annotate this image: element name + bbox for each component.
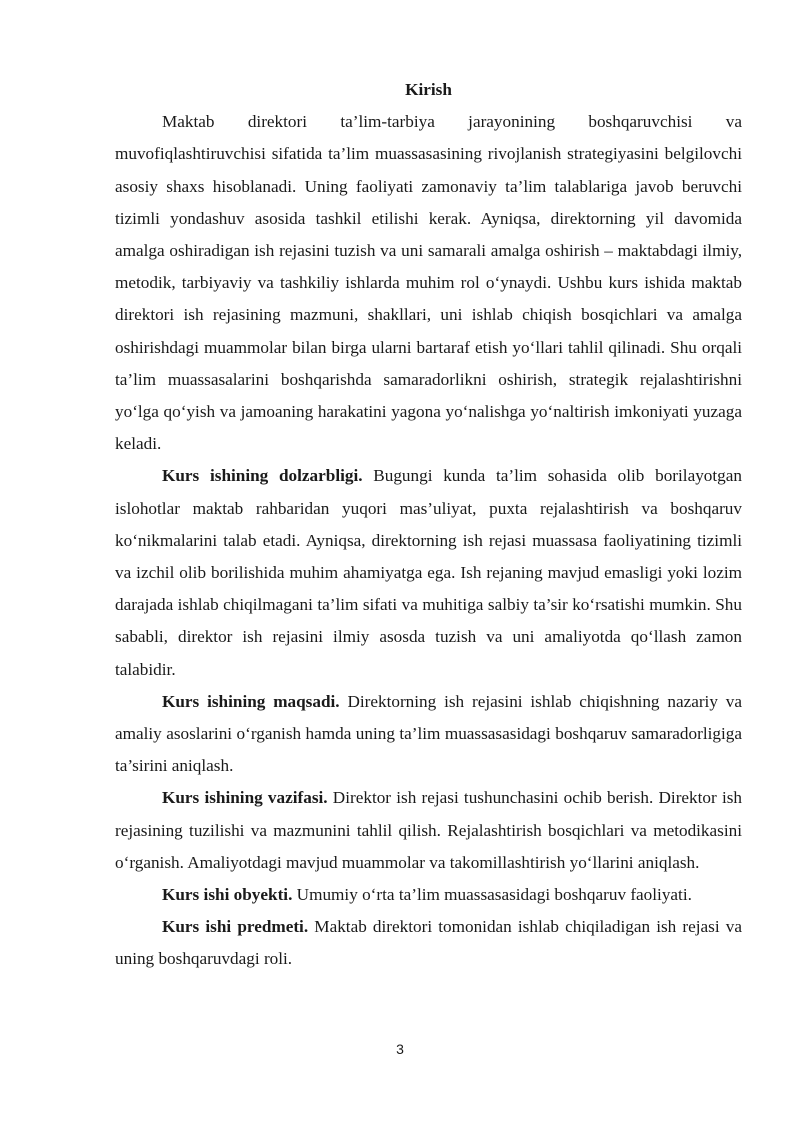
paragraph-relevance: [115, 460, 742, 685]
page-body: [115, 74, 742, 976]
paragraph-text: Direktor ish rejasi tushunchasini ochib berish. Direktor ish rejasining tuzilishi va mazmunini tahlil qilish. Rejalashtirish bosqichlari va metodikasini o‘rganish. Amaliyotdagi mavjud muammolar va takomillashtirish yo‘llarini aniqlash.: [115, 788, 743, 872]
paragraph-text: Maktab direktori ta’lim-tarbiya jarayonining boshqaruvchisi va muvofiqlashtiruvchisi sifatida ta’lim muassasasining rivojlanish strategiyasini belgilovchi asosiy shaxs hisoblanadi. Uning faoliyati zamonaviy ta’lim talablariga javob beruvchi tizimli yondashuv asosida tashkil etilishi kerak. Ayniqsa, direktorning yil davomida amalga oshiradigan ish rejasini tuzish va uni samarali amalga oshirish – maktabdagi ilmiy, metodik, tarbiyaviy va tashkiliy ishlarda muhim rol o‘ynaydi. Ushbu kurs ishida maktab direktori ish rejasining mazmuni, shakllari, uni ishlab chiqish bosqichlari va amalga oshirishdagi muammolar bilan birga ularni bartaraf etish yo‘llari tahlil qilinadi. Shu orqali ta’lim muassasalarini boshqarishda samaradorlikni oshirish, strategik rejalashtirishni yo‘lga qo‘yish va jamoaning harakatini yagona yo‘nalishga yo‘naltirish imkoniyati yuzaga keladi.: [115, 112, 742, 454]
paragraph-text: Maktab direktori tomonidan ishlab chiqiladigan ish rejasi va uning boshqaruvdagi roli.: [115, 917, 742, 969]
paragraph-lead: Kurs ishi obyekti.: [162, 885, 293, 905]
paragraph-goal: [115, 686, 742, 783]
paragraph-text: Direktorning ish rejasini ishlab chiqishning nazariy va amaliy asoslarini o‘rganish hamda uning ta’lim muassasasidagi boshqaruv samaradorligiga ta’sirini aniqlash.: [115, 691, 742, 776]
paragraph-lead: Kurs ishi predmeti.: [162, 917, 309, 937]
page-number: 3: [396, 1041, 404, 1057]
paragraph-text: Bugungi kunda ta’lim sohasida olib borilayotgan islohotlar maktab rahbaridan yuqori mas’uliyat, puxta rejalashtirish va boshqaruv ko‘nikmalarini talab etadi. Ayniqsa, direktorning ish rejasi muassasa faoliyatining tizimli va izchil olib borilishida muhim ahamiyatga ega. Ish rejaning mavjud emasligi yoki lozim darajada ishlab chiqilmagani ta’lim sifati va muhitiga salbiy ta’sir ko‘rsatishi mumkin. Shu sababli, direktor ish rejasini ilmiy asosda tuzish va uni amaliyotda qo‘llash zamon talabidir.: [115, 466, 742, 679]
section-title: Kirish: [405, 80, 452, 99]
paragraph-subject: [115, 911, 742, 975]
paragraph-text: Umumiy o‘rta ta’lim muassasasidagi boshqaruv faoliyati.: [292, 885, 692, 905]
paragraph-lead: Kurs ishining maqsadi.: [162, 691, 340, 711]
paragraph-object: [115, 879, 742, 911]
paragraph-lead: Kurs ishining dolzarbligi.: [162, 466, 363, 486]
paragraph-tasks: [115, 782, 742, 879]
paragraph-lead: Kurs ishining vazifasi.: [162, 788, 328, 808]
paragraph-introduction: [115, 106, 742, 460]
